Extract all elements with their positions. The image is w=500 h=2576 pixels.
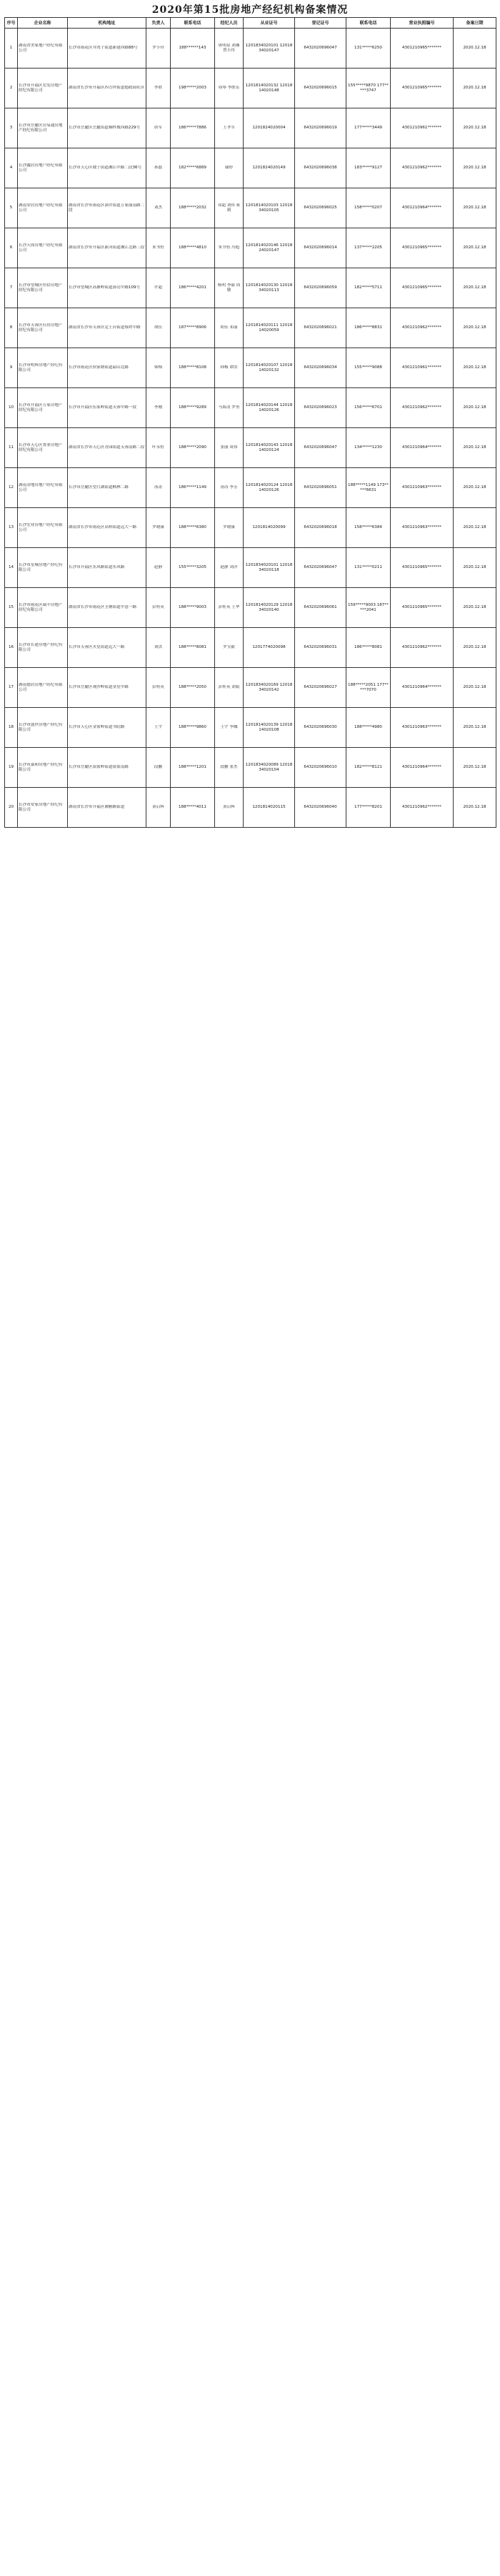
filing-date: 2020.12.18 bbox=[454, 428, 496, 468]
row-number: 9 bbox=[5, 348, 18, 388]
filing-date: 2020.12.18 bbox=[454, 708, 496, 748]
reg-number: 6432020696021 bbox=[295, 308, 346, 348]
manager-phone: 186*****7886 bbox=[171, 108, 215, 148]
manager-phone: 188*****8108 bbox=[171, 348, 215, 388]
table-row bbox=[5, 308, 496, 348]
agent-cert: 1201814020130 1201834020113 bbox=[244, 268, 295, 308]
filing-date: 2020.12.18 bbox=[454, 188, 496, 228]
manager: 李刚 bbox=[146, 388, 171, 428]
license-number: 4301210965******* bbox=[391, 588, 454, 628]
reg-number: 6432020696059 bbox=[295, 268, 346, 308]
row-number: 15 bbox=[5, 588, 18, 628]
manager: 刘洪 bbox=[146, 628, 171, 668]
agent-phone: 155*****9088 bbox=[346, 348, 391, 388]
row-number: 10 bbox=[5, 388, 18, 428]
row-number: 2 bbox=[5, 69, 18, 108]
company-name: 长沙市望城区恒信房地产经纪有限公司 bbox=[18, 268, 68, 308]
filing-date: 2020.12.18 bbox=[454, 748, 496, 788]
agent-phone: 188*****4980 bbox=[346, 708, 391, 748]
table-row bbox=[5, 148, 496, 188]
table-row bbox=[5, 388, 496, 428]
reg-number: 6432020696047 bbox=[295, 29, 346, 69]
filing-date: 2020.12.18 bbox=[454, 548, 496, 588]
table-row bbox=[5, 788, 496, 828]
column-header: 企业名称 bbox=[18, 18, 68, 29]
address: 湖南省长沙市天心区青园街道芙蓉南路二段 bbox=[68, 428, 146, 468]
manager-phone: 187*****8906 bbox=[171, 308, 215, 348]
reg-number: 6432020696027 bbox=[295, 668, 346, 708]
manager-phone: 188*****1201 bbox=[171, 748, 215, 788]
company-name: 湖南省美家地产经纪有限公司 bbox=[18, 29, 68, 69]
agents: 胡佳 邓丽 bbox=[215, 308, 244, 348]
agent-cert: 1201814020139 1201814020108 bbox=[244, 708, 295, 748]
address: 长沙市岳麓区望月湖街道枫林二路 bbox=[68, 468, 146, 508]
filing-date: 2020.12.18 bbox=[454, 388, 496, 428]
reg-number: 6432020696047 bbox=[295, 428, 346, 468]
agent-phone: 182*****5711 bbox=[346, 268, 391, 308]
company-name: 长沙市盛世房地产经纪有限公司 bbox=[18, 708, 68, 748]
column-header: 从业证号 bbox=[244, 18, 295, 29]
filing-date: 2020.12.18 bbox=[454, 628, 496, 668]
manager-phone: 188*****2050 bbox=[171, 668, 215, 708]
manager-phone: 188*****8081 bbox=[171, 628, 215, 668]
agents: 谢婷 bbox=[215, 148, 244, 188]
table-body bbox=[5, 29, 496, 828]
company-name: 湖南安居房地产经纪有限公司 bbox=[18, 188, 68, 228]
license-number: 4301210961******* bbox=[391, 348, 454, 388]
company-name: 长沙市长建房地产经纪有限公司 bbox=[18, 628, 68, 668]
agents: 王孝军 bbox=[215, 108, 244, 148]
license-number: 4301210965******* bbox=[391, 69, 454, 108]
manager-phone: 186*****4201 bbox=[171, 268, 215, 308]
filing-date: 2020.12.18 bbox=[454, 348, 496, 388]
filing-date: 2020.12.18 bbox=[454, 788, 496, 828]
license-number: 4301210964******* bbox=[391, 668, 454, 708]
address: 湖南省长沙市开福区四方坪街道德政园社区 bbox=[68, 69, 146, 108]
column-header: 机构地址 bbox=[68, 18, 146, 29]
company-name: 长沙市星城房地产经纪有限公司 bbox=[18, 548, 68, 588]
agent-cert: 1201814020111 1201814020059 bbox=[244, 308, 295, 348]
reg-number: 6432020696018 bbox=[295, 508, 346, 548]
manager: 彭桂英 bbox=[146, 668, 171, 708]
address: 湖南省长沙市开福区新河街道湘江北路三段 bbox=[68, 228, 146, 268]
agent-phone: 158*****0207 bbox=[346, 188, 391, 228]
agent-cert: 1201814020144 1201814020126 bbox=[244, 388, 295, 428]
company-name: 长沙市开福区宏发房地产经纪有限公司 bbox=[18, 69, 68, 108]
agent-phone: 155*****9870 177*****3747 bbox=[346, 69, 391, 108]
address: 湖南省长沙市芙蓉区定王台街道蔡锷中路 bbox=[68, 308, 146, 348]
agents: 周琴 李胜乐 bbox=[215, 69, 244, 108]
manager-phone: 188*****4011 bbox=[171, 788, 215, 828]
manager: 汤涛 bbox=[146, 468, 171, 508]
filing-date: 2020.12.18 bbox=[454, 668, 496, 708]
table-header-row bbox=[5, 18, 496, 29]
manager-phone: 188*****2090 bbox=[171, 428, 215, 468]
filing-date: 2020.12.18 bbox=[454, 29, 496, 69]
agent-cert: 1201824020004 bbox=[244, 108, 295, 148]
column-header: 联系电话 bbox=[171, 18, 215, 29]
company-name: 长沙市明辉房地产经纪有限公司 bbox=[18, 348, 68, 388]
agent-phone: 159*****9003 187*****2041 bbox=[346, 588, 391, 628]
row-number: 11 bbox=[5, 428, 18, 468]
agents: 杨明 李丽 周敏 bbox=[215, 268, 244, 308]
license-number: 4301210964******* bbox=[391, 428, 454, 468]
table-row bbox=[5, 668, 496, 708]
license-number: 4301210964******* bbox=[391, 748, 454, 788]
manager: 罗小玲 bbox=[146, 29, 171, 69]
table-row bbox=[5, 548, 496, 588]
manager: 唐军 bbox=[146, 108, 171, 148]
column-header: 负责人 bbox=[146, 18, 171, 29]
agent-cert: 1201814020143 1201814020124 bbox=[244, 428, 295, 468]
license-number: 4301210962******* bbox=[391, 308, 454, 348]
address: 长沙市岳麓区岳麓街道桐梓坡西路229号 bbox=[68, 108, 146, 148]
manager-phone: 188*****6380 bbox=[171, 508, 215, 548]
agent-cert: 1201814020115 bbox=[244, 788, 295, 828]
address: 湖南省长沙市雨花区洞井街道万家丽南路二段 bbox=[68, 188, 146, 228]
filing-date: 2020.12.18 bbox=[454, 108, 496, 148]
row-number: 16 bbox=[5, 628, 18, 668]
table-row bbox=[5, 748, 496, 788]
filing-date: 2020.12.18 bbox=[454, 69, 496, 108]
reg-number: 6432020696010 bbox=[295, 748, 346, 788]
manager-phone: 155*****3205 bbox=[171, 548, 215, 588]
agents: 罗晓康 bbox=[215, 508, 244, 548]
filing-date: 2020.12.18 bbox=[454, 228, 496, 268]
address: 长沙市天心区金盆岭街道书院路 bbox=[68, 708, 146, 748]
manager: 黄启辉 bbox=[146, 788, 171, 828]
row-number: 1 bbox=[5, 29, 18, 69]
reg-number: 6432020696034 bbox=[295, 348, 346, 388]
row-number: 3 bbox=[5, 108, 18, 148]
address: 长沙市岳麓区观沙岭街道金星中路 bbox=[68, 668, 146, 708]
reg-number: 6432020696040 bbox=[295, 788, 346, 828]
address: 长沙市雨花区井湾子街道新建西路88号 bbox=[68, 29, 146, 69]
agent-phone: 134*****1230 bbox=[346, 428, 391, 468]
row-number: 13 bbox=[5, 508, 18, 548]
manager-phone: 188******143 bbox=[171, 29, 215, 69]
manager-phone: 198*****2003 bbox=[171, 69, 215, 108]
company-name: 长沙市芙蓉区佳居房地产经纪有限公司 bbox=[18, 308, 68, 348]
agent-phone: 186*****8081 bbox=[346, 628, 391, 668]
agent-cert: 1201834020101 1201834020147 bbox=[244, 29, 295, 69]
table-row bbox=[5, 348, 496, 388]
address: 长沙市天心区坡子街道湘江中路二段36号 bbox=[68, 148, 146, 188]
table-row bbox=[5, 508, 496, 548]
manager: 胡佳 bbox=[146, 308, 171, 348]
company-name: 长沙宏业房地产经纪有限公司 bbox=[18, 508, 68, 548]
license-number: 4301210963******* bbox=[391, 508, 454, 548]
agent-cert: 1201814020129 1201834020140 bbox=[244, 588, 295, 628]
agent-phone: 137*****2205 bbox=[346, 228, 391, 268]
address: 长沙市岳麓区银盆岭街道银盆南路 bbox=[68, 748, 146, 788]
manager: 王宇 bbox=[146, 708, 171, 748]
address: 长沙市开福区伍家岭街道芙蓉中路一段 bbox=[68, 388, 146, 428]
agents: 黄启辉 bbox=[215, 788, 244, 828]
license-number: 4301210962******* bbox=[391, 788, 454, 828]
manager-phone: 188*****9289 bbox=[171, 388, 215, 428]
license-number: 4301210964******* bbox=[391, 188, 454, 228]
table-row bbox=[5, 228, 496, 268]
table-row bbox=[5, 708, 496, 748]
license-number: 4301210965******* bbox=[391, 29, 454, 69]
manager: 孙磊 bbox=[146, 148, 171, 188]
agent-phone: 177*****3449 bbox=[346, 108, 391, 148]
license-number: 4301210962******* bbox=[391, 148, 454, 188]
manager-phone: 186*****1149 bbox=[171, 468, 215, 508]
agent-phone: 156*****6701 bbox=[346, 388, 391, 428]
agent-cert: 1201814020146 1201824020147 bbox=[244, 228, 295, 268]
agent-cert: 1201834020089 1201834020104 bbox=[244, 748, 295, 788]
column-header: 联系电话 bbox=[346, 18, 391, 29]
page-title: 2020年第15批房地产经纪机构备案情况 bbox=[151, 4, 349, 16]
reg-number: 6432020696038 bbox=[295, 148, 346, 188]
column-header: 登记证号 bbox=[295, 18, 346, 29]
manager: 赵静 bbox=[146, 548, 171, 588]
license-number: 4301210963******* bbox=[391, 468, 454, 508]
agent-phone: 186*****8831 bbox=[346, 308, 391, 348]
filing-date: 2020.12.18 bbox=[454, 308, 496, 348]
company-name: 湖南金地房地产经纪有限公司 bbox=[18, 468, 68, 508]
row-number: 6 bbox=[5, 228, 18, 268]
reg-number: 6432020696025 bbox=[295, 188, 346, 228]
agents: 唐明泉 刘湘 曾小玲 bbox=[215, 29, 244, 69]
manager: 彭桂英 bbox=[146, 588, 171, 628]
license-number: 4301210962******* bbox=[391, 388, 454, 428]
manager-phone: 182*****6889 bbox=[171, 148, 215, 188]
address: 长沙市望城区高塘岭街道郭亮中路109号 bbox=[68, 268, 146, 308]
company-name: 长沙市嘉和房地产经纪有限公司 bbox=[18, 748, 68, 788]
address: 湖南省长沙市雨花区高桥街道远大一路 bbox=[68, 508, 146, 548]
registry-table bbox=[4, 17, 496, 828]
company-name: 长沙天成房地产经纪有限公司 bbox=[18, 228, 68, 268]
reg-number: 6432020696031 bbox=[295, 628, 346, 668]
table-row bbox=[5, 268, 496, 308]
agent-cert: 1201774020098 bbox=[244, 628, 295, 668]
license-number: 4301210963******* bbox=[391, 708, 454, 748]
agent-cert: 1201814020107 1201814020132 bbox=[244, 348, 295, 388]
agent-cert: 1201814020132 1201814020148 bbox=[244, 69, 295, 108]
manager: 韩梅 bbox=[146, 348, 171, 388]
row-number: 8 bbox=[5, 308, 18, 348]
company-name: 长沙市雨花区瑞丰房地产经纪有限公司 bbox=[18, 588, 68, 628]
manager: 叶永恒 bbox=[146, 428, 171, 468]
agents: 王宇 李娜 bbox=[215, 708, 244, 748]
reg-number: 6432020696051 bbox=[295, 468, 346, 508]
manager-phone: 188*****4810 bbox=[171, 228, 215, 268]
column-header: 营业执照编号 bbox=[391, 18, 454, 29]
manager: 刘杰 bbox=[146, 188, 171, 228]
agent-cert: 1201824020149 bbox=[244, 148, 295, 188]
row-number: 20 bbox=[5, 788, 18, 828]
table-row bbox=[5, 628, 496, 668]
company-name: 长沙市安家房地产经纪有限公司 bbox=[18, 788, 68, 828]
agent-phone: 131*****0211 bbox=[346, 548, 391, 588]
agent-phone: 188*****1149 173*****6631 bbox=[346, 468, 391, 508]
address: 湖南省长沙市雨花区圭塘街道中意一路 bbox=[68, 588, 146, 628]
reg-number: 6432020696019 bbox=[295, 108, 346, 148]
table-row bbox=[5, 588, 496, 628]
filing-date: 2020.12.18 bbox=[454, 508, 496, 548]
company-name: 长沙鑫居房地产经纪有限公司 bbox=[18, 148, 68, 188]
reg-number: 6432020696030 bbox=[295, 708, 346, 748]
agent-phone: 183*****9127 bbox=[346, 148, 391, 188]
agents: 彭桂英 王华 bbox=[215, 588, 244, 628]
agents: 邓超 刘伟 蒋莉 bbox=[215, 188, 244, 228]
agent-cert: 1201814020099 bbox=[244, 508, 295, 548]
manager: 段鹏 bbox=[146, 748, 171, 788]
table-row bbox=[5, 188, 496, 228]
agent-cert: 1201814020103 1201834020105 bbox=[244, 188, 295, 228]
company-name: 湖南德居房地产经纪有限公司 bbox=[18, 668, 68, 708]
reg-number: 6432020696015 bbox=[295, 69, 346, 108]
agent-phone: 182*****8121 bbox=[346, 748, 391, 788]
agents: 汤涛 李芳 bbox=[215, 468, 244, 508]
agents: 赵静 刘洋 bbox=[215, 548, 244, 588]
row-number: 19 bbox=[5, 748, 18, 788]
row-number: 5 bbox=[5, 188, 18, 228]
reg-number: 6432020696014 bbox=[295, 228, 346, 268]
license-number: 4301210965******* bbox=[391, 548, 454, 588]
license-number: 4301210962******* bbox=[391, 628, 454, 668]
table-row bbox=[5, 108, 496, 148]
address: 长沙市雨花区侯家塘街道韶山北路 bbox=[68, 348, 146, 388]
filing-date: 2020.12.18 bbox=[454, 588, 496, 628]
reg-number: 6432020696047 bbox=[295, 548, 346, 588]
row-number: 7 bbox=[5, 268, 18, 308]
column-header: 备案日期 bbox=[454, 18, 496, 29]
manager-phone: 188*****9003 bbox=[171, 588, 215, 628]
reg-number: 6432020696061 bbox=[295, 588, 346, 628]
address: 湖南省长沙市开福区湘雅路街道 bbox=[68, 788, 146, 828]
filing-date: 2020.12.18 bbox=[454, 268, 496, 308]
license-number: 4301210965******* bbox=[391, 268, 454, 308]
filing-date: 2020.12.18 bbox=[454, 148, 496, 188]
column-header: 序号 bbox=[5, 18, 18, 29]
table-row bbox=[5, 428, 496, 468]
license-number: 4301210965******* bbox=[391, 228, 454, 268]
company-name: 长沙市开福区万家房地产经纪有限公司 bbox=[18, 388, 68, 428]
address: 长沙市开福区东风路街道东风路 bbox=[68, 548, 146, 588]
row-number: 17 bbox=[5, 668, 18, 708]
agents: 朱书恒 冯旭 bbox=[215, 228, 244, 268]
agents: 段鹏 张杰 bbox=[215, 748, 244, 788]
manager: 李胜 bbox=[146, 69, 171, 108]
manager-phone: 188*****2032 bbox=[171, 188, 215, 228]
license-number: 4301210961******* bbox=[391, 108, 454, 148]
row-number: 14 bbox=[5, 548, 18, 588]
row-number: 4 bbox=[5, 148, 18, 188]
agent-cert: 1201834020101 1201834020118 bbox=[244, 548, 295, 588]
manager: 许超 bbox=[146, 268, 171, 308]
column-header: 经纪人员 bbox=[215, 18, 244, 29]
manager-phone: 188*****9860 bbox=[171, 708, 215, 748]
table-row bbox=[5, 468, 496, 508]
table-row bbox=[5, 69, 496, 108]
company-name: 长沙市天心区置业房地产经纪有限公司 bbox=[18, 428, 68, 468]
agent-cert: 1201834020169 1201834020142 bbox=[244, 668, 295, 708]
filing-date: 2020.12.18 bbox=[454, 468, 496, 508]
agent-phone: 188*****2051 177*****7070 bbox=[346, 668, 391, 708]
agent-cert: 1201814020124 1201814020126 bbox=[244, 468, 295, 508]
manager: 朱书恒 bbox=[146, 228, 171, 268]
company-name: 长沙市岳麓区房易通房地产经纪有限公司 bbox=[18, 108, 68, 148]
row-number: 18 bbox=[5, 708, 18, 748]
agent-phone: 177*****8201 bbox=[346, 788, 391, 828]
reg-number: 6432020696023 bbox=[295, 388, 346, 428]
row-number: 12 bbox=[5, 468, 18, 508]
table-row bbox=[5, 29, 496, 69]
agent-phone: 131*****6250 bbox=[346, 29, 391, 69]
agents: 罗宝毅 bbox=[215, 628, 244, 668]
agents: 马海清 罗勇 bbox=[215, 388, 244, 428]
agents: 彭桂英 刘娟 bbox=[215, 668, 244, 708]
agents: 张丽 周伟 bbox=[215, 428, 244, 468]
manager: 罗晓康 bbox=[146, 508, 171, 548]
agent-phone: 158*****6384 bbox=[346, 508, 391, 548]
agents: 韩梅 谭浩 bbox=[215, 348, 244, 388]
address: 长沙市芙蓉区火星街道远大一路 bbox=[68, 628, 146, 668]
